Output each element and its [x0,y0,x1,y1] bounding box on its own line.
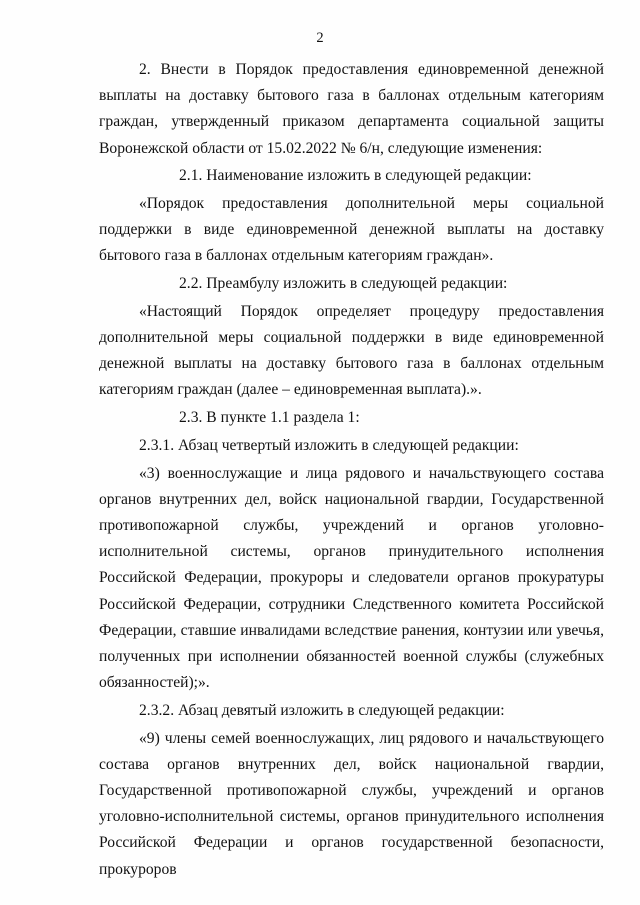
paragraph-number: 2.1. [179,167,203,185]
paragraph-text: «Настоящий Порядок определяет процедуру предоставления дополнительной меры социальной поддержки в виде единовременной денежной выплаты на доставку бытового газа в баллонах отдельным категориям граждан (далее – единовременная выплата).». [99,302,604,399]
page-number: 2 [316,30,324,46]
paragraph-number: 2.3. [179,409,203,427]
paragraph-2-3 [99,405,604,431]
paragraph-number: 2.2. [179,275,203,293]
paragraph-2-1-quote [99,191,604,270]
paragraph-2-3-2 [99,698,604,724]
paragraph-2-3-2-quote [99,726,604,883]
paragraph-2-3-1 [99,433,604,459]
paragraph-text: В пункте 1.1 раздела 1: [206,409,360,427]
paragraph-text: 2.3.1. Абзац четвертый изложить в следующей редакции: [139,436,519,454]
paragraph-2-3-1-quote [99,461,604,697]
document-body [99,57,604,884]
paragraph-2-2 [99,271,604,297]
paragraph-text: «3) военнослужащие и лица рядового и начальствующего состава органов внутренних дел, войск национальной гвардии, Государственной противопожарной службы, учреждений и органов уголовно-исполнительной системы, органов принудительного исполнения Российской Федерации, прокуроры и следователи органов прокуратуры Российской Федерации, сотрудники Следственного комитета Российской Федерации, ставшие инвалидами вследствие ранения, контузии или увечья, полученных при исполнении обязанностей военной службы (служебных обязанностей);». [99,464,604,692]
paragraph-text: «Порядок предоставления дополнительной меры социальной поддержки в виде единовременной денежной выплаты на доставку бытового газа в баллонах отдельным категориям граждан». [99,195,604,265]
paragraph-text: «9) члены семей военнослужащих, лиц рядового и начальствующего состава органов внутренних дел, войск национальной гвардии, Государственной противопожарной службы, учреждений и органов уголовно-исполнительной системы, органов принудительного исполнения Российской Федерации и органов государственной безопасности, прокуроров [99,729,604,878]
paragraph-text: 2. Внести в Порядок предоставления единовременной денежной выплаты на доставку бытового газа в баллонах отдельным категориям граждан, утвержденный приказом департамента социальной защиты Воронежской области от 15.02.2022 № 6/н, следующие изменения: [99,61,604,157]
paragraph-text: Преамбулу изложить в следующей редакции: [206,275,508,293]
paragraph-text: 2.3.2. Абзац девятый изложить в следующей редакции: [139,701,505,719]
paragraph-2-2-quote [99,299,604,404]
paragraph-text: Наименование изложить в следующей редакции: [206,167,532,185]
paragraph-2-1 [99,163,604,189]
paragraph-2 [99,57,604,162]
